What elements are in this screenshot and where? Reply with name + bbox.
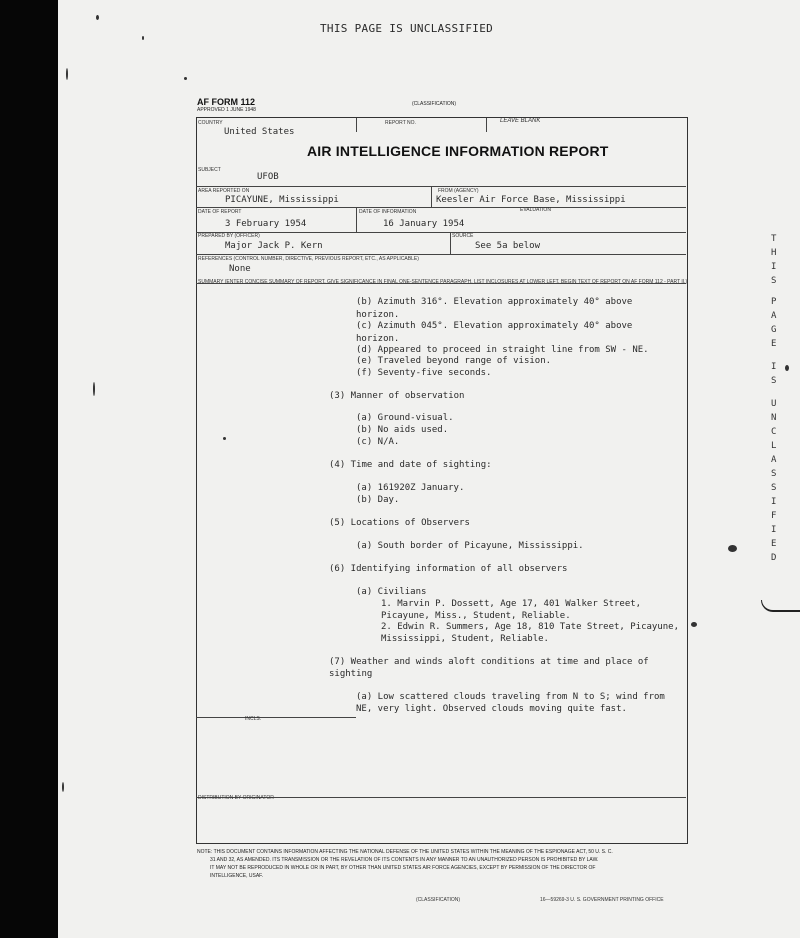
section-heading: (3) Manner of observation <box>329 391 465 401</box>
form-id: AF FORM 112 <box>197 97 256 107</box>
side-stamp-letter: A <box>771 455 777 465</box>
rule <box>196 717 356 718</box>
body-line: horizon. <box>356 310 400 320</box>
date-info-value: 16 January 1954 <box>383 219 465 229</box>
side-stamp-letter: L <box>771 441 777 451</box>
rule <box>196 186 686 187</box>
body-line: (a) Civilians <box>356 587 427 597</box>
prepared-by-value: Major Jack P. Kern <box>225 241 323 251</box>
body-line: (a) Low scattered clouds traveling from N to S; wind from <box>356 692 665 702</box>
legal-note-line: 31 AND 32, AS AMENDED. ITS TRANSMISSION OR THE REVELATION OF ITS CONTENTS IN ANY MANNER TO AN UNAUTHORIZED PERSON IS PROHIBITED BY LAW. <box>210 857 599 863</box>
side-stamp-letter: I <box>771 262 777 272</box>
rule <box>196 254 686 255</box>
rule <box>431 186 432 207</box>
side-stamp-letter: G <box>771 325 777 335</box>
subject-value: UFOB <box>257 172 279 182</box>
side-stamp-letter: T <box>771 234 777 244</box>
body-line: (d) Appeared to proceed in straight line from SW - NE. <box>356 345 649 355</box>
side-stamp-letter: A <box>771 311 777 321</box>
rule <box>356 118 357 132</box>
side-stamp-letter: I <box>771 497 777 507</box>
side-stamp-letter: F <box>771 511 777 521</box>
source-label: SOURCE <box>452 233 474 239</box>
report-no-label: REPORT NO. <box>385 120 416 126</box>
scan-speck <box>93 382 95 396</box>
body-line: (a) Ground-visual. <box>356 413 454 423</box>
subject-label: SUBJECT <box>198 167 221 173</box>
date-report-value: 3 February 1954 <box>225 219 307 229</box>
rule <box>486 118 487 132</box>
summary-label: SUMMARY (ENTER CONCISE SUMMARY OF REPORT. GIVE SIGNIFICANCE IN FINAL ONE-SENTENCE PARAGRAPH. LIST INCLOSURES AT LOWER LEFT. BEGIN TEXT OF REPORT ON AF FORM 112 - PART II.) <box>198 279 688 285</box>
side-stamp-letter: U <box>771 399 777 409</box>
date-info-label: DATE OF INFORMATION <box>359 209 417 215</box>
scan-speck <box>62 782 64 792</box>
rule <box>196 207 686 208</box>
side-stamp-letter: S <box>771 483 777 493</box>
section-heading: (7) Weather and winds aloft conditions at time and place of <box>329 657 649 667</box>
section-heading: (5) Locations of Observers <box>329 518 470 528</box>
references-label: REFERENCES (CONTROL NUMBER, DIRECTIVE, PREVIOUS REPORT, ETC., AS APPLICABLE) <box>198 256 419 262</box>
body-line: (b) No aids used. <box>356 425 449 435</box>
body-line: (c) N/A. <box>356 437 400 447</box>
body-line: 1. Marvin P. Dossett, Age 17, 401 Walker Street, <box>381 599 642 609</box>
body-line: NE, very light. Observed clouds moving quite fast. <box>356 704 627 714</box>
body-line: (e) Traveled beyond range of vision. <box>356 356 552 366</box>
country-value: United States <box>224 127 295 137</box>
prepared-by-label: PREPARED BY (OFFICER) <box>198 233 260 239</box>
margin-mark <box>761 600 800 612</box>
body-line: (c) Azimuth 045°. Elevation approximately 40° above <box>356 321 633 331</box>
body-line: (a) South border of Picayune, Mississippi. <box>356 541 584 551</box>
side-stamp-letter: S <box>771 376 777 386</box>
inclosures-label: INCLS. <box>245 716 262 722</box>
references-value: None <box>229 264 251 274</box>
rule <box>356 207 357 232</box>
scan-speck <box>96 15 99 20</box>
body-line: (b) Azimuth 316°. Elevation approximately 40° above <box>356 297 633 307</box>
source-value: See 5a below <box>475 241 541 251</box>
from-agency-value: Keesler Air Force Base, Mississippi <box>436 195 626 205</box>
scan-border <box>0 0 58 938</box>
date-report-label: DATE OF REPORT <box>198 209 242 215</box>
side-stamp-letter: S <box>771 276 777 286</box>
side-stamp-letter: D <box>771 553 777 563</box>
side-stamp-letter: I <box>771 362 777 372</box>
legal-note-line: IT MAY NOT BE REPRODUCED IN WHOLE OR IN PART, BY OTHER THAN UNITED STATES AIR FORCE AGENCIES, EXCEPT BY PERMISSION OF THE DIRECTOR OF <box>210 865 596 871</box>
scan-speck <box>184 77 187 80</box>
leave-blank-label: LEAVE BLANK <box>500 118 541 124</box>
printer-line: 16—59269-3 U. S. GOVERNMENT PRINTING OFFICE <box>540 897 664 903</box>
side-stamp-letter: C <box>771 427 777 437</box>
body-line: (f) Seventy-five seconds. <box>356 368 492 378</box>
body-line: 2. Edwin R. Summers, Age 18, 810 Tate Street, Picayune, <box>381 622 680 632</box>
side-stamp-letter: H <box>771 248 777 258</box>
scan-speck <box>142 36 144 40</box>
legal-note-line: NOTE: THIS DOCUMENT CONTAINS INFORMATION AFFECTING THE NATIONAL DEFENSE OF THE UNITED STATES WITHIN THE MEANING OF THE ESPIONAGE ACT, 50 U. S. C. <box>197 849 613 855</box>
scan-speck <box>66 68 68 80</box>
scan-speck <box>728 545 737 552</box>
side-stamp-letter: E <box>771 339 777 349</box>
section-heading: sighting <box>329 669 373 679</box>
section-heading: (6) Identifying information of all observers <box>329 564 568 574</box>
body-line: (b) Day. <box>356 495 400 505</box>
distribution-label: DISTRIBUTION BY ORIGINATOR <box>198 795 274 801</box>
scan-speck <box>691 622 697 627</box>
body-line: Picayune, Miss., Student, Reliable. <box>381 611 571 621</box>
classification-label-bottom: (CLASSIFICATION) <box>416 897 461 903</box>
side-stamp-letter: P <box>771 297 777 307</box>
rule <box>450 232 451 254</box>
area-value: PICAYUNE, Mississippi <box>225 195 339 205</box>
scan-speck <box>785 365 789 371</box>
body-line: (a) 161920Z January. <box>356 483 465 493</box>
side-stamp-letter: S <box>771 469 777 479</box>
section-heading: (4) Time and date of sighting: <box>329 460 492 470</box>
evaluation-label: EVALUATION <box>520 207 551 213</box>
classification-label-top: (CLASSIFICATION) <box>412 101 457 107</box>
scan-speck <box>223 437 226 440</box>
from-agency-label: FROM (AGENCY) <box>438 188 479 194</box>
side-stamp-letter: I <box>771 525 777 535</box>
form-title: AIR INTELLIGENCE INFORMATION REPORT <box>307 143 609 159</box>
body-line: Mississippi, Student, Reliable. <box>381 634 549 644</box>
form-approved-date: APPROVED 1 JUNE 1948 <box>197 107 256 113</box>
side-stamp-letter: E <box>771 539 777 549</box>
area-label: AREA REPORTED ON <box>198 188 250 194</box>
body-line: horizon. <box>356 334 400 344</box>
classification-banner: THIS PAGE IS UNCLASSIFIED <box>320 22 494 35</box>
country-label: COUNTRY <box>198 120 223 126</box>
legal-note-line: INTELLIGENCE, USAF. <box>210 873 264 879</box>
rule <box>196 232 686 233</box>
side-stamp-letter: N <box>771 413 777 423</box>
